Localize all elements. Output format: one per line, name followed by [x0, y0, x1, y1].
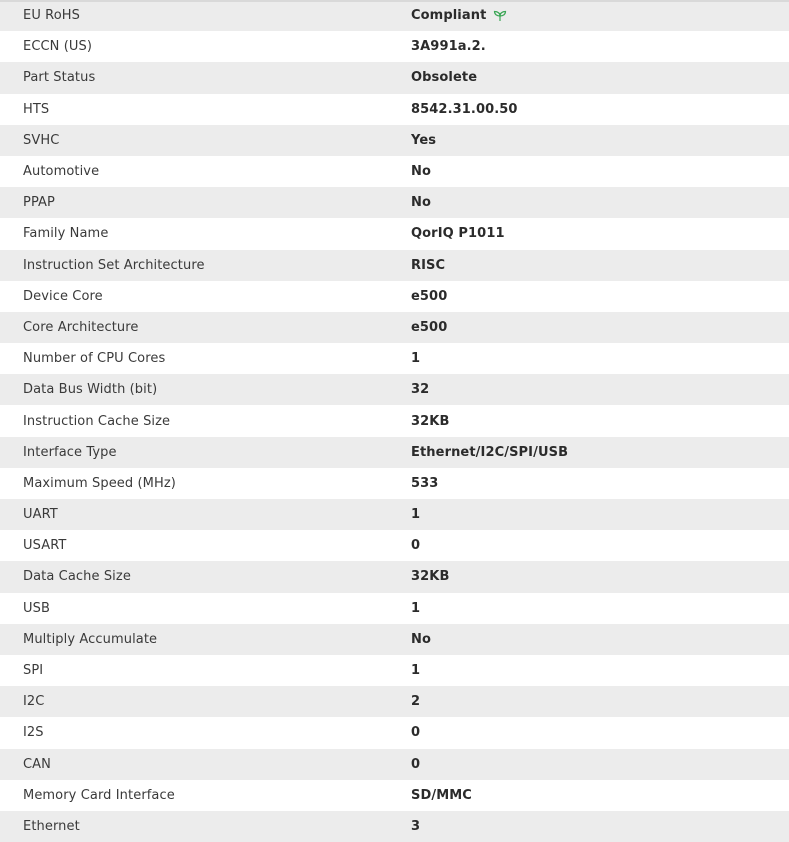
table-row — [0, 312, 789, 343]
spec-value: 0 — [411, 538, 421, 554]
spec-value-cell — [411, 125, 789, 156]
table-row — [0, 717, 789, 748]
spec-value-cell — [411, 62, 789, 93]
spec-value-cell — [411, 94, 789, 125]
spec-value-wrap — [411, 507, 420, 522]
spec-value-cell — [411, 717, 789, 748]
spec-value: 32KB — [411, 413, 450, 429]
spec-value-wrap — [411, 538, 420, 553]
spec-value-cell — [411, 811, 789, 842]
table-row — [0, 468, 789, 499]
spec-value-wrap — [411, 102, 518, 117]
spec-value: Compliant — [411, 8, 487, 24]
spec-label: Memory Card Interface — [23, 787, 175, 803]
spec-label: PPAP — [23, 195, 55, 211]
table-row — [0, 374, 789, 405]
spec-value: 0 — [411, 725, 421, 741]
table-row — [0, 250, 789, 281]
spec-label: Instruction Cache Size — [23, 413, 171, 429]
spec-label: UART — [23, 507, 58, 523]
spec-value-wrap — [411, 663, 420, 678]
spec-label: Maximum Speed (MHz) — [23, 475, 176, 491]
table-row — [0, 624, 789, 655]
spec-value: Yes — [411, 132, 437, 148]
spec-value-wrap — [411, 133, 436, 148]
spec-label: Multiply Accumulate — [23, 631, 158, 647]
spec-label: Device Core — [23, 288, 103, 304]
spec-value-cell — [411, 749, 789, 780]
spec-value-cell — [411, 250, 789, 281]
spec-value: 32 — [411, 382, 430, 398]
spec-value-cell — [411, 0, 789, 31]
spec-value: No — [411, 164, 432, 180]
spec-value-wrap — [411, 70, 477, 85]
table-row — [0, 780, 789, 811]
spec-value-cell — [411, 561, 789, 592]
spec-value-wrap — [411, 382, 429, 397]
spec-value-cell — [411, 655, 789, 686]
table-row — [0, 811, 789, 842]
spec-value: 0 — [411, 756, 421, 772]
spec-value-cell — [411, 312, 789, 343]
spec-value-wrap — [411, 725, 420, 740]
table-row — [0, 343, 789, 374]
spec-value: No — [411, 631, 432, 647]
spec-value-wrap — [411, 601, 420, 616]
table-row — [0, 0, 789, 31]
spec-value-cell — [411, 405, 789, 436]
spec-value-wrap — [411, 694, 420, 709]
spec-label: I2C — [23, 694, 45, 710]
spec-value-wrap — [411, 414, 449, 429]
spec-value-cell — [411, 530, 789, 561]
spec-value: RISC — [411, 257, 446, 273]
table-top-border — [0, 0, 789, 2]
spec-value-cell — [411, 593, 789, 624]
table-row — [0, 655, 789, 686]
table-row — [0, 218, 789, 249]
spec-value-wrap — [411, 258, 445, 273]
table-row — [0, 749, 789, 780]
spec-value-cell — [411, 156, 789, 187]
spec-label: CAN — [23, 756, 51, 772]
table-row — [0, 156, 789, 187]
spec-value: 3 — [411, 818, 421, 834]
spec-value: 1 — [411, 351, 421, 367]
spec-value: 32KB — [411, 569, 450, 585]
table-row — [0, 31, 789, 62]
spec-label: Core Architecture — [23, 319, 139, 335]
table-row — [0, 499, 789, 530]
spec-value-wrap — [411, 226, 505, 241]
spec-label: SVHC — [23, 132, 60, 148]
spec-label: USB — [23, 600, 50, 616]
table-row — [0, 593, 789, 624]
spec-value-wrap — [411, 819, 420, 834]
spec-label: I2S — [23, 725, 44, 741]
spec-value-cell — [411, 624, 789, 655]
table-row — [0, 437, 789, 468]
spec-value: 1 — [411, 600, 421, 616]
spec-value-wrap — [411, 569, 449, 584]
table-row — [0, 94, 789, 125]
table-row — [0, 62, 789, 93]
spec-value: 1 — [411, 663, 421, 679]
spec-value: 8542.31.00.50 — [411, 101, 518, 117]
spec-label: Automotive — [23, 164, 100, 180]
spec-value: e500 — [411, 288, 448, 304]
spec-label: SPI — [23, 663, 44, 679]
spec-label: Ethernet — [23, 818, 80, 834]
spec-value: SD/MMC — [411, 787, 472, 803]
spec-value-cell — [411, 187, 789, 218]
table-row — [0, 530, 789, 561]
spec-value-wrap — [411, 757, 420, 772]
spec-value-cell — [411, 31, 789, 62]
table-row — [0, 405, 789, 436]
spec-value: 1 — [411, 507, 421, 523]
spec-value-wrap — [411, 351, 420, 366]
spec-label: HTS — [23, 101, 50, 117]
spec-value-cell — [411, 374, 789, 405]
spec-value-cell — [411, 468, 789, 499]
table-row — [0, 125, 789, 156]
spec-value-wrap — [411, 476, 438, 491]
spec-value-cell — [411, 281, 789, 312]
spec-value-wrap — [411, 320, 447, 335]
spec-value-wrap — [411, 788, 472, 803]
spec-value-cell — [411, 218, 789, 249]
spec-value: Ethernet/I2C/SPI/USB — [411, 444, 569, 460]
spec-label: ECCN (US) — [23, 39, 93, 55]
spec-value: 2 — [411, 694, 421, 710]
spec-value-cell — [411, 437, 789, 468]
spec-value-wrap — [411, 632, 431, 647]
spec-value-wrap — [411, 195, 431, 210]
table-row — [0, 561, 789, 592]
table-row — [0, 187, 789, 218]
spec-value-cell — [411, 780, 789, 811]
leaf-icon — [493, 10, 507, 22]
spec-value-cell — [411, 686, 789, 717]
table-row — [0, 686, 789, 717]
spec-value-wrap — [411, 289, 447, 304]
spec-label: Data Bus Width (bit) — [23, 382, 158, 398]
spec-label: Interface Type — [23, 444, 117, 460]
spec-label: EU RoHS — [23, 8, 80, 24]
spec-label: Data Cache Size — [23, 569, 131, 585]
spec-value: No — [411, 195, 432, 211]
spec-value-wrap — [411, 8, 507, 23]
spec-label: Instruction Set Architecture — [23, 257, 205, 273]
spec-value-wrap — [411, 445, 568, 460]
spec-label: USART — [23, 538, 67, 554]
spec-value-wrap — [411, 39, 486, 54]
spec-value-cell — [411, 499, 789, 530]
spec-value: Obsolete — [411, 70, 478, 86]
spec-value: QorIQ P1011 — [411, 226, 505, 242]
spec-value: 3A991a.2. — [411, 39, 486, 55]
spec-value: 533 — [411, 475, 439, 491]
spec-label: Part Status — [23, 70, 96, 86]
spec-value-wrap — [411, 164, 431, 179]
spec-label: Family Name — [23, 226, 109, 242]
spec-value: e500 — [411, 319, 448, 335]
spec-value-cell — [411, 343, 789, 374]
spec-label: Number of CPU Cores — [23, 351, 166, 367]
table-row — [0, 281, 789, 312]
